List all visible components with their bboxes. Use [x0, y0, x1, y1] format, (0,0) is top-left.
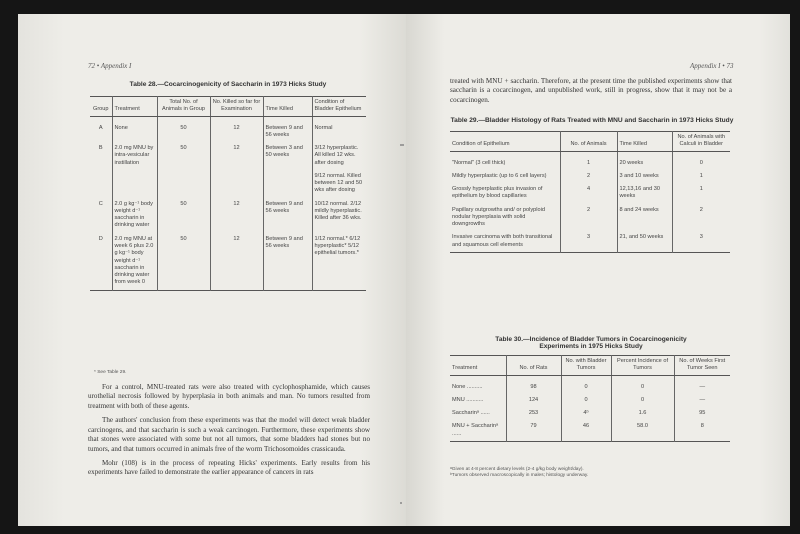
- table-row: [450, 170, 730, 183]
- table-cell: 20 weeks: [617, 151, 672, 170]
- column-header: Treatment: [112, 97, 157, 117]
- table-row: [450, 151, 730, 170]
- table-row: [90, 116, 366, 142]
- table-cell: 1: [672, 170, 730, 183]
- table-cell: 1: [672, 183, 730, 204]
- table-cell: 3: [672, 231, 730, 252]
- table-cell: —: [674, 394, 730, 407]
- table-cell: 124: [506, 394, 561, 407]
- table-cell: 12: [210, 142, 263, 170]
- table-cell: Invasive carcinoma with both transitional and squamous cell elements: [452, 234, 553, 248]
- table-cell: 50: [157, 198, 210, 233]
- table-cell: 0: [561, 394, 611, 407]
- left-page: [18, 14, 406, 526]
- table-cell: Between 9 and 56 weeks: [263, 116, 312, 142]
- table-cell: 1/12 normal.* 6/12 hyperplastic* 5/12 epithelial tumors.*: [312, 233, 366, 290]
- table-cell: 12: [210, 233, 263, 290]
- table-row: [450, 183, 730, 204]
- table-29-title: Table 29.—Bladder Histology of Rats Treated with MNU and Saccharin in 1973 Hicks Study: [450, 117, 734, 124]
- left-body-text: [88, 383, 370, 483]
- table-cell: 2: [560, 204, 617, 232]
- table-cell: [263, 170, 312, 198]
- table-cell: Saccharinᵃ ......: [452, 410, 490, 417]
- column-header: Time Killed: [617, 132, 672, 152]
- table-row: [450, 394, 730, 407]
- table-row: [450, 420, 730, 441]
- binding-hole: [400, 502, 402, 504]
- column-header: Total No. of Animals in Group: [157, 97, 210, 117]
- table-cell: 50: [157, 116, 210, 142]
- table-cell: 2: [672, 204, 730, 232]
- column-header: No. with Bladder Tumors: [561, 356, 611, 376]
- table-cell: Grossly hyperplastic plus invasion of epithelium by blood capillaries: [452, 186, 543, 200]
- table-cell: 3 and 10 weeks: [617, 170, 672, 183]
- table-cell: Between 3 and 50 weeks: [263, 142, 312, 170]
- header-row: [90, 97, 366, 117]
- table-cell: Normal: [312, 116, 366, 142]
- table-cell: 79: [506, 420, 561, 441]
- table-cell: 0: [561, 375, 611, 394]
- table-cell: Papillary outgrowths and/ or polyploid nodular hyperplasia with solid downgrowths: [452, 206, 545, 228]
- table-row: [450, 375, 730, 394]
- table-cell: [157, 170, 210, 198]
- binding-hole: [402, 144, 404, 146]
- table-row: [90, 233, 366, 290]
- table-cell: 1: [560, 151, 617, 170]
- table-cell: 21, and 50 weeks: [617, 231, 672, 252]
- column-header: Condition of Epithelium: [450, 132, 560, 152]
- table-30: [450, 355, 730, 442]
- paragraph: For a control, MNU-treated rats were also treated with cyclophosphamide, which causes urothelial necrosis followed by hyperplasia in both animals and man. No tumors resulted from treatment with both of these agents.: [88, 383, 370, 410]
- column-header: No. of Weeks First Tumor Seen: [674, 356, 730, 376]
- table-cell: Between 9 and 56 weeks: [263, 233, 312, 290]
- table-row: [450, 231, 730, 252]
- column-header: No. of Animals: [560, 132, 617, 152]
- table-30-footnotes: [450, 467, 588, 480]
- table-28-title: Table 28.—Cocarcinogenicity of Saccharin in 1973 Hicks Study: [129, 81, 327, 88]
- table-cell: 0: [611, 394, 674, 407]
- table-cell: 58.0: [611, 420, 674, 441]
- right-page: [406, 14, 790, 526]
- table-cell: 2.0 mg MNU at week 6 plus 2.0 g kg⁻¹ body weight d⁻¹ saccharin in drinking water from week 0: [112, 233, 157, 290]
- table-28-footnote: * See Table 29.: [94, 370, 127, 375]
- table-cell: 4: [560, 183, 617, 204]
- paragraph: The authors' conclusion from these experiments was that the model will detect weak bladder carcinogens, and that saccharin is such a weak carcinogen. Furthermore, these experiments show that stones were associated with some but not all tumors, that some bladders had stones but no tumors, and that tumors occurred in animals free of the worm Trichosomoides crassicauda.: [88, 416, 370, 453]
- column-header: Percent Incidence of Tumors: [611, 356, 674, 376]
- footnote: ᵃGiven at 4-8 percent dietary levels (2-4 g/kg body weight/day).: [450, 467, 584, 472]
- table-28: [90, 96, 366, 291]
- table-row: [90, 142, 366, 170]
- table-cell: 1.6: [611, 407, 674, 420]
- table-cell: 12,13,16 and 30 weeks: [617, 183, 672, 204]
- table-cell: —: [674, 375, 730, 394]
- column-header: Group: [90, 97, 112, 117]
- table-cell: 46: [561, 420, 611, 441]
- paragraph: treated with MNU + saccharin. Therefore, at the present time the published experiments show that saccharin is a cocarcinogen, and unpublished work, still in progress, show that it may not be a cocarcinogen.: [450, 77, 732, 104]
- table-cell: 0: [611, 375, 674, 394]
- table-row: [450, 407, 730, 420]
- running-head: 72 • Appendix I: [88, 62, 132, 70]
- table-cell: MNU ...........: [452, 396, 484, 403]
- table-cell: 50: [157, 233, 210, 290]
- table-cell: 12: [210, 198, 263, 233]
- table-30-title: Table 30.—Incidence of Bladder Tumors in Cocarcinogenicity Experiments in 1975 Hicks Study: [495, 336, 687, 350]
- table-cell: 2.0 mg MNU by intra-vesicular instillation: [112, 142, 157, 170]
- table-cell: [90, 170, 112, 198]
- table-cell: Mildly hyperplastic (up to 6 cell layers): [452, 172, 547, 179]
- table-row: [450, 204, 730, 232]
- column-header: No. of Rats: [506, 356, 561, 376]
- table-cell: "Normal" (3 cell thick): [452, 159, 506, 166]
- table-cell: D: [98, 235, 103, 242]
- table-cell: 2: [560, 170, 617, 183]
- table-cell: 98: [506, 375, 561, 394]
- table-cell: 50: [157, 142, 210, 170]
- table-cell: None ..........: [452, 383, 483, 390]
- table-cell: 253: [506, 407, 561, 420]
- column-header: No. of Animals with Calculi in Bladder: [672, 132, 730, 152]
- table-cell: 3/12 hyperplastic. All killed 12 wks. after dosing: [312, 142, 366, 170]
- table-cell: A: [98, 124, 103, 131]
- column-header: Time Killed: [263, 97, 312, 117]
- table-cell: 9/12 normal. Killed between 12 and 50 wks after dosing: [312, 170, 366, 198]
- table-29: [450, 131, 730, 253]
- table-cell: None: [112, 116, 157, 142]
- column-header: No. Killed so far for Examination: [210, 97, 263, 117]
- table-cell: 8 and 24 weeks: [617, 204, 672, 232]
- table-cell: 3: [560, 231, 617, 252]
- column-header: Treatment: [450, 356, 506, 376]
- paragraph: Mohr (108) is in the process of repeating Hicks' experiments. Early results from his experiments have failed to demonstrate the earlier appearance of cancers in rats: [88, 458, 370, 477]
- table-row: [90, 198, 366, 233]
- table-cell: 95: [674, 407, 730, 420]
- table-cell: 4ᵇ: [561, 407, 611, 420]
- running-head: Appendix I • 73: [690, 62, 734, 70]
- table-cell: Between 9 and 56 weeks: [263, 198, 312, 233]
- column-header: Condition of Bladder Epithelium: [312, 97, 366, 117]
- table-cell: 0: [672, 151, 730, 170]
- table-cell: [112, 170, 157, 198]
- table-cell: 8: [674, 420, 730, 441]
- header-row: [450, 132, 730, 152]
- table-cell: B: [98, 145, 103, 152]
- table-cell: C: [98, 200, 103, 207]
- header-row: [450, 356, 730, 376]
- table-cell: 10/12 normal. 2/12 mildly hyperplastic. Killed after 36 wks.: [312, 198, 366, 233]
- table-row: [90, 170, 366, 198]
- footnote: ᵇTumors observed macroscopically in males; histology underway.: [450, 473, 589, 479]
- table-cell: 2.0 g kg⁻¹ body weight d⁻¹ saccharin in drinking water: [112, 198, 157, 233]
- table-cell: 12: [210, 116, 263, 142]
- table-cell: [210, 170, 263, 198]
- table-cell: MNU + Saccharinᵃ ......: [452, 423, 499, 437]
